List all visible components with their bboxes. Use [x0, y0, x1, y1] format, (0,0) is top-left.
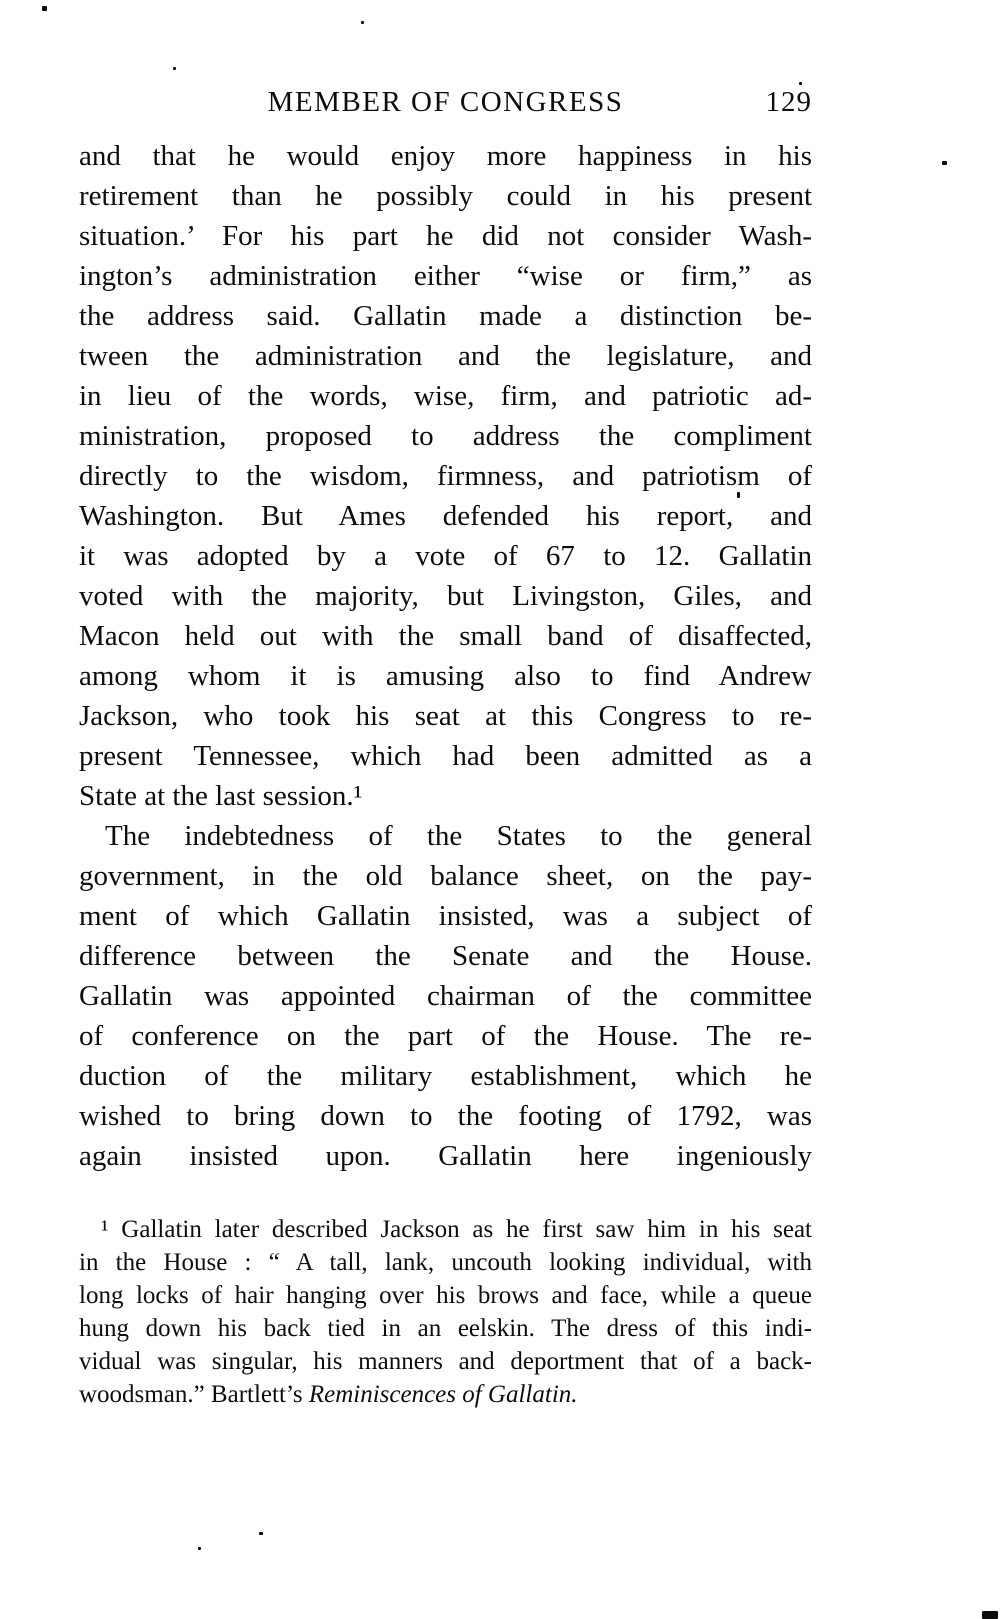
book-title-italic: Reminiscences of Gallatin.: [308, 1381, 578, 1408]
text-line: Jackson, who took his seat at this Congress to re-: [79, 700, 812, 732]
text-line: Macon held out with the small band of disaffected,: [79, 620, 812, 652]
text-line: voted with the majority, but Livingston, Giles, and: [79, 580, 812, 612]
scan-speck: [737, 492, 740, 498]
text-line: duction of the military establishment, which he: [79, 1060, 812, 1092]
text-line: ¹ Gallatin later described Jackson as he first saw him in his seat: [101, 1216, 812, 1243]
running-title: MEMBER OF CONGRESS: [267, 86, 624, 118]
scan-speck: [198, 1547, 201, 1550]
text-line: and that he would enjoy more happiness in his: [79, 140, 812, 172]
text-line: present Tennessee, which had been admitted as a: [79, 740, 812, 772]
text-line: situation.’ For his part he did not consider Wash-: [79, 220, 812, 252]
scan-speck: [361, 21, 364, 24]
scan-speck: [982, 1611, 998, 1619]
text-line: directly to the wisdom, firmness, and patriotism of: [79, 460, 812, 492]
scan-speck: [942, 161, 947, 165]
text-line: of conference on the part of the House. The re-: [79, 1020, 812, 1052]
text-line: ministration, proposed to address the compliment: [79, 420, 812, 452]
text-line: State at the last session.¹: [79, 780, 363, 812]
text-line: in lieu of the words, wise, firm, and patriotic ad-: [79, 380, 812, 412]
text-line: in the House : “ A tall, lank, uncouth looking individual, with: [79, 1249, 812, 1276]
text-line: [79, 1378, 812, 1411]
text-line: retirement than he possibly could in his present: [79, 180, 812, 212]
text-line: tween the administration and the legislature, and: [79, 340, 812, 372]
text-line: government, in the old balance sheet, on the pay-: [79, 860, 812, 892]
text-segment: woodsman.” Bartlett’s: [79, 1381, 309, 1408]
body-text: [79, 136, 812, 1176]
page-number: 129: [765, 86, 812, 118]
scan-speck: [173, 67, 176, 70]
text-line: it was adopted by a vote of 67 to 12. Gallatin: [79, 540, 812, 572]
text-line: long locks of hair hanging over his brows and face, while a queue: [79, 1282, 812, 1309]
scan-speck: [259, 1532, 263, 1535]
text-line: hung down his back tied in an eelskin. The dress of this indi-: [79, 1315, 812, 1342]
footnote: [79, 1213, 812, 1411]
scan-speck: [42, 6, 47, 11]
text-line: again insisted upon. Gallatin here ingeniously: [79, 1140, 812, 1172]
text-line: among whom it is amusing also to find Andrew: [79, 660, 812, 692]
text-line: wished to bring down to the footing of 1792, was: [79, 1100, 812, 1132]
text-line: Gallatin was appointed chairman of the committee: [79, 980, 812, 1012]
text-line: ment of which Gallatin insisted, was a subject of: [79, 900, 812, 932]
scan-speck: [799, 82, 802, 85]
text-line: The indebtedness of the States to the general: [105, 820, 812, 852]
text-line: the address said. Gallatin made a distinction be-: [79, 300, 812, 332]
text-line: difference between the Senate and the House.: [79, 940, 812, 972]
text-line: vidual was singular, his manners and deportment that of a back-: [79, 1348, 812, 1375]
text-line: ington’s administration either “wise or firm,” as: [79, 260, 812, 292]
text-line: Washington. But Ames defended his report, and: [79, 500, 812, 532]
